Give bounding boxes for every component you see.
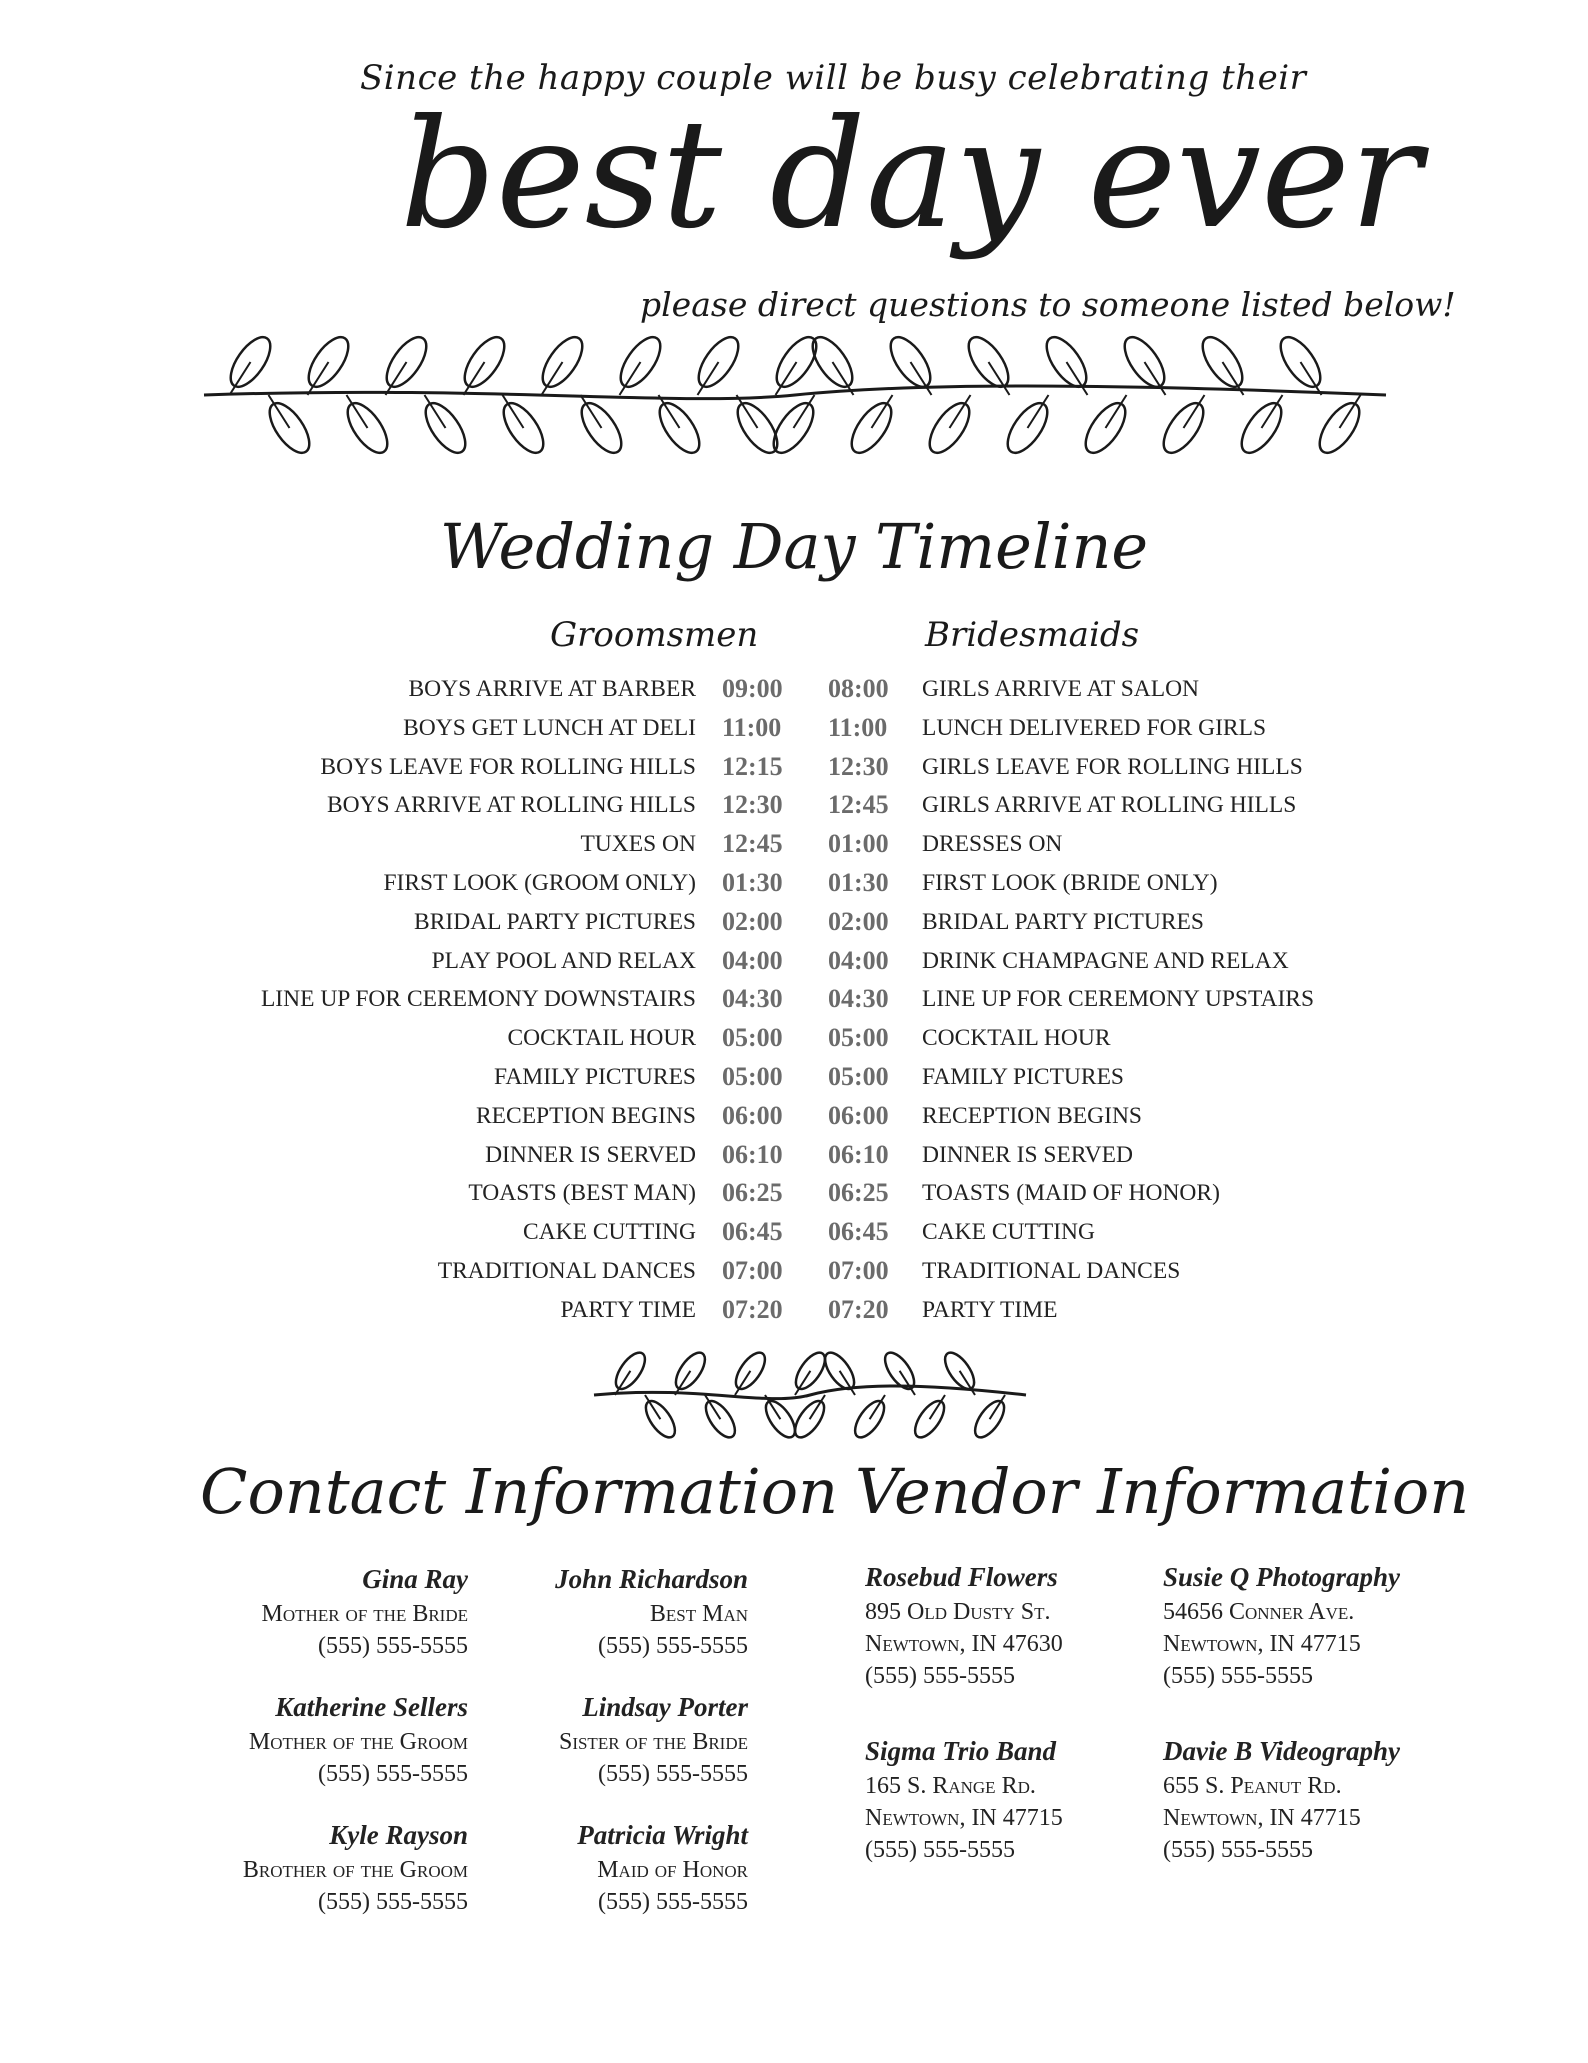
vendor-city: Newtown, IN 47715: [865, 1805, 1063, 1831]
vendor-card: [865, 1558, 1063, 1692]
laurel-vine-divider-icon: [200, 330, 1390, 460]
bridesmaids-time: 05:00: [828, 1023, 889, 1053]
bridesmaids-activity: LINE UP FOR CEREMONY UPSTAIRS: [922, 986, 1315, 1013]
bridesmaids-time: 01:30: [828, 867, 889, 897]
vendor-name: Davie B Videography: [1163, 1736, 1400, 1766]
contact-card: [577, 1816, 748, 1918]
vendor-card: [1163, 1732, 1400, 1866]
contact-name: Patricia Wright: [577, 1820, 748, 1850]
timeline-row: [0, 1252, 1588, 1291]
intro-line: Since the happy couple will be busy celebrating their: [360, 58, 1307, 98]
groomsmen-activity: TOASTS (BEST MAN): [468, 1180, 696, 1207]
groomsmen-activity: TRADITIONAL DANCES: [437, 1257, 696, 1284]
vendor-street: 655 S. Peanut Rd.: [1163, 1773, 1342, 1799]
groomsmen-activity: COCKTAIL HOUR: [507, 1025, 696, 1052]
groomsmen-time: 06:45: [722, 1217, 783, 1247]
timeline-row: [0, 1291, 1588, 1330]
groomsmen-activity: BRIDAL PARTY PICTURES: [414, 908, 696, 935]
groomsmen-activity: LINE UP FOR CEREMONY DOWNSTAIRS: [260, 986, 696, 1013]
groomsmen-time: 05:00: [722, 1023, 783, 1053]
bridesmaids-activity: LUNCH DELIVERED FOR GIRLS: [922, 714, 1267, 741]
vendor-city: Newtown, IN 47715: [1163, 1631, 1361, 1657]
contact-phone: (555) 555-5555: [598, 1889, 748, 1915]
bridesmaids-activity: CAKE CUTTING: [922, 1219, 1095, 1246]
timeline-table: [0, 670, 1588, 1330]
bridesmaids-time: 04:00: [828, 945, 889, 975]
bridesmaids-activity: GIRLS ARRIVE AT SALON: [922, 676, 1200, 702]
bridesmaids-time: 06:00: [828, 1100, 889, 1130]
contact-phone: (555) 555-5555: [598, 1761, 748, 1787]
groomsmen-heading: Groomsmen: [550, 615, 759, 655]
timeline-title: Wedding Day Timeline: [439, 510, 1149, 583]
vendor-phone: (555) 555-5555: [865, 1837, 1015, 1863]
groomsmen-activity: BOYS ARRIVE AT BARBER: [408, 676, 696, 702]
groomsmen-time: 04:00: [722, 945, 783, 975]
timeline-row: [0, 980, 1588, 1019]
contact-card: [559, 1688, 748, 1790]
contact-name: Lindsay Porter: [582, 1692, 748, 1722]
groomsmen-time: 09:00: [722, 674, 783, 703]
bridesmaids-activity: DINNER IS SERVED: [922, 1141, 1133, 1168]
vendor-city: Newtown, IN 47630: [865, 1631, 1063, 1657]
questions-note: please direct questions to someone listed below!: [640, 285, 1456, 324]
groomsmen-activity: CAKE CUTTING: [523, 1219, 696, 1246]
groomsmen-activity: BOYS LEAVE FOR ROLLING HILLS: [320, 753, 696, 780]
vendor-phone: (555) 555-5555: [1163, 1663, 1313, 1689]
laurel-vine-divider-icon: [590, 1345, 1030, 1445]
contact-phone: (555) 555-5555: [318, 1633, 468, 1659]
bridesmaids-time: 06:10: [828, 1139, 889, 1169]
groomsmen-time: 06:25: [722, 1178, 783, 1208]
vendor-city: Newtown, IN 47715: [1163, 1805, 1361, 1831]
contact-phone: (555) 555-5555: [318, 1761, 468, 1787]
timeline-row: [0, 1174, 1588, 1213]
groomsmen-time: 12:30: [722, 790, 783, 820]
timeline-row: [0, 748, 1588, 787]
groomsmen-time: 01:30: [722, 867, 783, 897]
bridesmaids-activity: DRESSES ON: [922, 831, 1063, 858]
bridesmaids-time: 08:00: [828, 674, 889, 703]
vendor-street: 895 Old Dusty St.: [865, 1599, 1051, 1625]
timeline-row: [0, 1097, 1588, 1136]
vendor-street: 54656 Conner Ave.: [1163, 1599, 1355, 1625]
groomsmen-time: 06:10: [722, 1139, 783, 1169]
timeline-row: [0, 670, 1588, 709]
bridesmaids-activity: COCKTAIL HOUR: [922, 1025, 1111, 1052]
timeline-row: [0, 1136, 1588, 1175]
vendor-card: [1163, 1558, 1400, 1692]
groomsmen-activity: FAMILY PICTURES: [494, 1063, 696, 1090]
vendor-phone: (555) 555-5555: [865, 1663, 1015, 1689]
contact-phone: (555) 555-5555: [598, 1633, 748, 1659]
vendor-street: 165 S. Range Rd.: [865, 1773, 1036, 1799]
bridesmaids-time: 11:00: [828, 712, 888, 742]
bridesmaids-activity: TRADITIONAL DANCES: [922, 1257, 1181, 1284]
vendor-title: Vendor Information: [855, 1455, 1470, 1528]
groomsmen-time: 02:00: [722, 906, 783, 936]
timeline-row: [0, 942, 1588, 981]
bridesmaids-time: 05:00: [828, 1061, 889, 1091]
bridesmaids-activity: GIRLS LEAVE FOR ROLLING HILLS: [922, 753, 1303, 780]
bridesmaids-time: 01:00: [828, 829, 889, 859]
bridesmaids-activity: TOASTS (MAID OF HONOR): [922, 1180, 1220, 1207]
contact-name: John Richardson: [555, 1564, 748, 1594]
bridesmaids-time: 07:00: [828, 1255, 889, 1285]
groomsmen-time: 07:00: [722, 1255, 783, 1285]
groomsmen-time: 04:30: [722, 984, 783, 1014]
groomsmen-time: 11:00: [722, 712, 782, 742]
groomsmen-time: 07:20: [722, 1294, 783, 1324]
bridesmaids-time: 02:00: [828, 906, 889, 936]
bridesmaids-activity: GIRLS ARRIVE AT ROLLING HILLS: [922, 792, 1297, 819]
groomsmen-time: 12:45: [722, 829, 783, 859]
contact-card: [262, 1560, 468, 1662]
vendor-name: Sigma Trio Band: [865, 1736, 1057, 1766]
contact-card: [243, 1816, 468, 1918]
bridesmaids-activity: PARTY TIME: [922, 1296, 1058, 1323]
groomsmen-activity: FIRST LOOK (GROOM ONLY): [383, 869, 696, 896]
bridesmaids-time: 04:30: [828, 984, 889, 1014]
contact-title: Contact Information: [200, 1455, 839, 1528]
groomsmen-activity: PARTY TIME: [560, 1296, 696, 1323]
contact-card: [555, 1560, 748, 1662]
bridesmaids-activity: BRIDAL PARTY PICTURES: [922, 908, 1204, 935]
groomsmen-activity: BOYS ARRIVE AT ROLLING HILLS: [326, 792, 696, 819]
vendor-name: Susie Q Photography: [1163, 1562, 1401, 1592]
bridesmaids-time: 06:45: [828, 1217, 889, 1247]
vendor-card: [865, 1732, 1063, 1866]
contact-name: Kyle Rayson: [329, 1820, 468, 1850]
groomsmen-activity: BOYS GET LUNCH AT DELI: [403, 714, 696, 741]
contact-name: Gina Ray: [362, 1564, 468, 1594]
timeline-row: [0, 864, 1588, 903]
contact-role: Best Man: [649, 1601, 748, 1627]
bridesmaids-time: 12:45: [828, 790, 889, 820]
vendor-name: Rosebud Flowers: [865, 1562, 1058, 1592]
bridesmaids-time: 12:30: [828, 751, 889, 781]
timeline-row: [0, 1058, 1588, 1097]
bridesmaids-heading: Bridesmaids: [925, 615, 1140, 655]
contact-name: Katherine Sellers: [275, 1692, 468, 1722]
timeline-row: [0, 786, 1588, 825]
groomsmen-activity: TUXES ON: [580, 831, 696, 858]
contact-role: Mother of the Groom: [248, 1729, 468, 1755]
timeline-row: [0, 1019, 1588, 1058]
timeline-row: [0, 903, 1588, 942]
groomsmen-time: 05:00: [722, 1061, 783, 1091]
bridesmaids-time: 07:20: [828, 1294, 889, 1324]
bridesmaids-activity: RECEPTION BEGINS: [922, 1102, 1142, 1129]
timeline-row: [0, 825, 1588, 864]
groomsmen-time: 12:15: [722, 751, 783, 781]
groomsmen-activity: PLAY POOL AND RELAX: [431, 947, 696, 974]
contact-phone: (555) 555-5555: [318, 1889, 468, 1915]
vendor-phone: (555) 555-5555: [1163, 1837, 1313, 1863]
hero-title: best day ever: [400, 88, 1422, 262]
contact-role: Maid of Honor: [597, 1857, 748, 1883]
bridesmaids-activity: FAMILY PICTURES: [922, 1063, 1124, 1090]
bridesmaids-activity: FIRST LOOK (BRIDE ONLY): [922, 869, 1218, 896]
groomsmen-activity: RECEPTION BEGINS: [476, 1102, 696, 1129]
groomsmen-time: 06:00: [722, 1100, 783, 1130]
contact-card: [249, 1688, 468, 1790]
contact-role: Brother of the Groom: [242, 1857, 468, 1883]
contact-role: Sister of the Bride: [558, 1729, 748, 1755]
groomsmen-activity: DINNER IS SERVED: [485, 1141, 696, 1168]
bridesmaids-time: 06:25: [828, 1178, 889, 1208]
contact-role: Mother of the Bride: [261, 1601, 468, 1627]
bridesmaids-activity: DRINK CHAMPAGNE AND RELAX: [922, 947, 1289, 974]
timeline-row: [0, 1213, 1588, 1252]
timeline-row: [0, 709, 1588, 748]
